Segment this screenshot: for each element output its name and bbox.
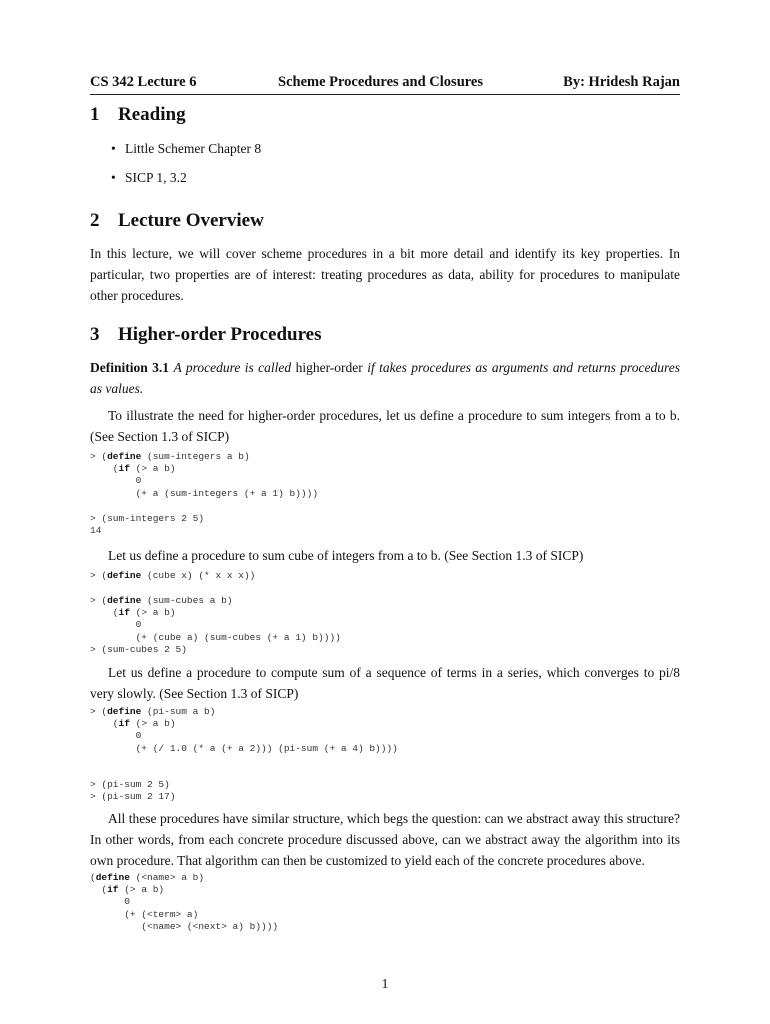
code-text: > ( (90, 451, 108, 462)
paragraph-sum-cubes (90, 545, 680, 566)
paragraph-line: particular, two properties are of interest: treating procedures as data, ability for procedures to manipulate (90, 267, 680, 282)
code-text: > ( (90, 570, 108, 581)
code-text: 0 (90, 896, 130, 908)
paragraph-line: Let us define a procedure to sum cube of integers from a to b. (See Section 1.3 of SICP) (108, 548, 584, 563)
code-keyword: if (118, 718, 130, 730)
section-reading-heading (90, 104, 186, 126)
paragraph-line: All these procedures have similar structure, which begs the question: can we abstract away this structure? (108, 811, 680, 826)
code-text: (+ a (sum-integers (+ a 1) b)))) (90, 487, 319, 499)
code-text: > ( (90, 595, 108, 606)
paragraph-pi-sum (90, 662, 680, 704)
code-text: ( (90, 718, 119, 730)
definition-line (90, 357, 680, 378)
code-sum-integers-call (90, 513, 204, 537)
code-text: (<name> (<next> a) b)))) (90, 920, 279, 932)
code-text: (> a b) (129, 718, 176, 730)
paragraph-sum-integers (90, 405, 680, 447)
overview-paragraph (90, 243, 680, 306)
code-text: ( (90, 607, 119, 619)
paragraph-line: To illustrate the need for higher-order procedures, let us define a procedure to sum integers from a to b. (108, 408, 680, 423)
header-topic: Scheme Procedures and Closures (278, 74, 484, 90)
code-keyword: define (107, 706, 142, 717)
paragraph-line: very slowly. (See Section 1.3 of SICP) (90, 686, 299, 701)
code-text: (> a b) (129, 463, 176, 475)
section-number: 3 (90, 324, 100, 345)
bullet-text: Little Schemer Chapter 8 (125, 141, 262, 156)
code-text: ( (90, 463, 119, 475)
bullet-item (111, 170, 187, 186)
definition-block (90, 357, 680, 399)
code-pi-sum (90, 706, 398, 755)
code-text: > (sum-integers 2 5) (90, 513, 205, 524)
code-text: 0 (90, 619, 142, 631)
bullet-icon: • (111, 141, 116, 156)
section-title: Higher-order Procedures (118, 324, 322, 345)
definition-term: higher-order (295, 360, 363, 375)
section-higher-order-heading (90, 324, 322, 346)
bullet-text: SICP 1, 3.2 (125, 170, 187, 185)
section-number: 1 (90, 104, 100, 125)
bullet-icon: • (111, 170, 116, 185)
code-sum-cubes (90, 595, 341, 656)
code-text: 0 (90, 730, 142, 742)
code-text: (+ (<term> a) (90, 908, 199, 920)
header-course: CS 342 Lecture 6 (90, 74, 197, 90)
code-text: (pi-sum a b) (141, 706, 216, 717)
code-keyword: define (107, 451, 142, 462)
definition-text: A procedure is called (173, 360, 292, 375)
code-text: > (sum-cubes 2 5) (90, 643, 187, 655)
code-pi-sum-calls (90, 779, 176, 803)
running-header (90, 74, 680, 95)
code-keyword: define (107, 570, 142, 581)
code-template (90, 872, 278, 933)
paragraph-line: Let us define a procedure to compute sum of a sequence of terms in a series, which converges to pi/8 (108, 665, 680, 680)
code-text: (+ (cube a) (sum-cubes (+ a 1) b)))) (90, 631, 341, 643)
header-author: By: Hridesh Rajan (563, 74, 680, 90)
code-cube (90, 570, 255, 582)
code-keyword: define (95, 872, 130, 883)
section-overview-heading (90, 210, 264, 232)
definition-text: as values. (90, 381, 144, 396)
code-keyword: if (107, 884, 119, 896)
code-text: (cube x) (* x x x)) (141, 570, 256, 581)
paragraph-line: own procedure. That algorithm can then be customized to yield each of the concrete procedures above. (90, 853, 645, 868)
paragraph-line: (See Section 1.3 of SICP) (90, 429, 230, 444)
paragraph-line: In other words, from each concrete procedure discussed above, can we abstract away the algorithm into its (90, 832, 680, 847)
section-number: 2 (90, 210, 100, 231)
definition-text: if takes procedures as arguments and returns procedures (367, 360, 681, 375)
code-text: (<name> a b) (129, 872, 205, 883)
code-keyword: define (107, 595, 142, 606)
code-keyword: if (118, 607, 130, 619)
code-text: (> a b) (118, 884, 165, 896)
code-text: 14 (90, 525, 102, 537)
code-text: > (pi-sum 2 5) (90, 779, 170, 790)
section-title: Lecture Overview (118, 210, 264, 231)
bullet-item (111, 141, 261, 157)
code-text: (sum-cubes a b) (141, 595, 233, 606)
code-text: (> a b) (129, 607, 176, 619)
paragraph-line: other procedures. (90, 288, 184, 303)
section-title: Reading (118, 104, 186, 125)
code-text: (sum-integers a b) (141, 451, 250, 462)
code-text: (+ (/ 1.0 (* a (+ a 2))) (pi-sum (+ a 4) b)))) (90, 742, 398, 754)
code-sum-integers (90, 451, 318, 500)
code-text: 0 (90, 475, 142, 487)
code-text: ( (90, 872, 96, 883)
definition-line (90, 378, 680, 399)
code-keyword: if (118, 463, 130, 475)
code-text: > ( (90, 706, 108, 717)
page-number: 1 (381, 976, 389, 991)
code-text: > (pi-sum 2 17) (90, 791, 176, 803)
code-text: ( (90, 884, 108, 896)
definition-label: Definition 3.1 (90, 360, 170, 375)
paragraph-abstraction (90, 808, 680, 871)
paragraph-line: In this lecture, we will cover scheme procedures in a bit more detail and identify its key properties. In (90, 246, 680, 261)
